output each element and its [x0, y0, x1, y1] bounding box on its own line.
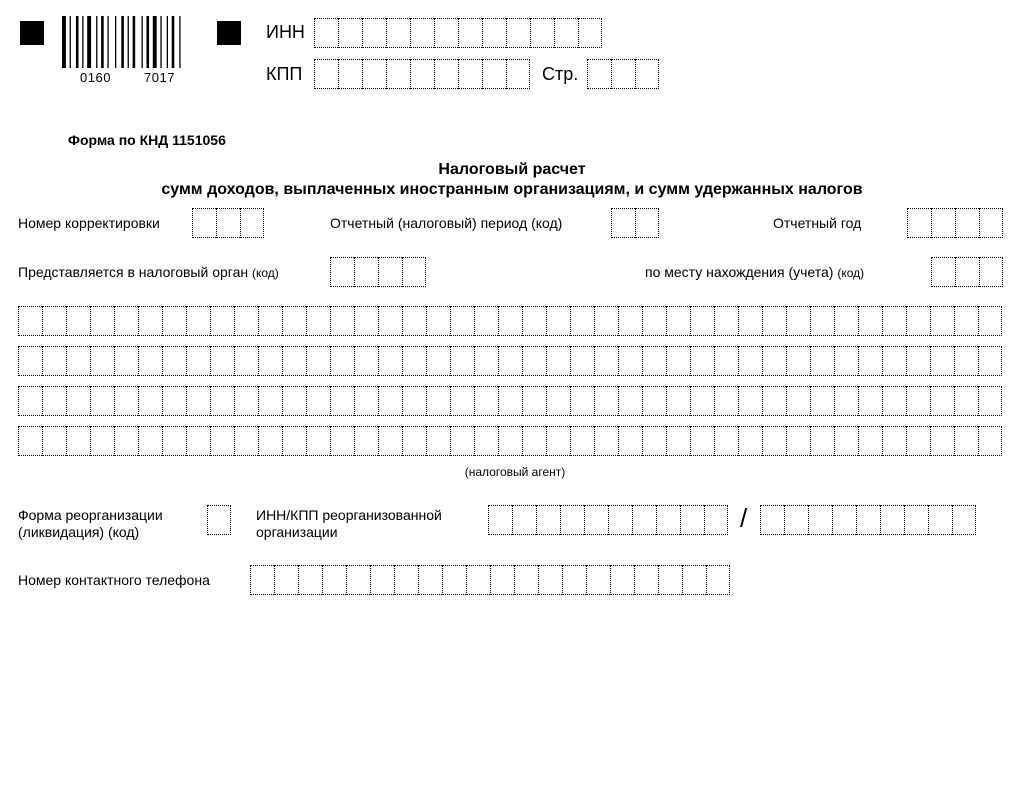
input-cell[interactable]	[882, 386, 906, 416]
input-cell[interactable]	[810, 306, 834, 336]
form-title-line1: Налоговый расчет	[438, 161, 586, 178]
input-cell[interactable]	[680, 505, 704, 535]
input-cell[interactable]	[450, 346, 474, 376]
input-cell[interactable]	[570, 426, 594, 456]
input-cell[interactable]	[714, 306, 738, 336]
input-cell[interactable]	[666, 306, 690, 336]
input-cell[interactable]	[530, 18, 554, 48]
input-cell[interactable]	[762, 386, 786, 416]
input-cell[interactable]	[386, 18, 410, 48]
input-cell[interactable]	[378, 386, 402, 416]
input-cell[interactable]	[306, 426, 330, 456]
input-cell[interactable]	[618, 426, 642, 456]
agent-name-row-1[interactable]	[18, 306, 1002, 336]
corner-marker-right	[217, 21, 241, 45]
input-cell[interactable]	[42, 306, 66, 336]
input-cell[interactable]	[474, 386, 498, 416]
input-cell[interactable]	[738, 346, 762, 376]
correction-label: Номер корректировки	[18, 215, 160, 231]
input-cell[interactable]	[546, 306, 570, 336]
input-cell[interactable]	[906, 306, 930, 336]
input-cell[interactable]	[330, 306, 354, 336]
input-cell[interactable]	[880, 505, 904, 535]
input-cell[interactable]	[928, 505, 952, 535]
input-cell[interactable]	[632, 505, 656, 535]
input-cell[interactable]	[114, 426, 138, 456]
period-cells[interactable]	[611, 208, 659, 238]
input-cell[interactable]	[834, 426, 858, 456]
barcode-number-left: 0160	[80, 70, 111, 85]
input-cell[interactable]	[979, 208, 1003, 238]
input-cell[interactable]	[442, 565, 466, 595]
input-cell[interactable]	[258, 386, 282, 416]
input-cell[interactable]	[786, 306, 810, 336]
input-cell[interactable]	[666, 426, 690, 456]
reorg-inn-cells[interactable]	[488, 505, 728, 535]
input-cell[interactable]	[546, 426, 570, 456]
location-label	[645, 264, 864, 282]
input-cell[interactable]	[18, 346, 42, 376]
input-cell[interactable]	[378, 257, 402, 287]
input-cell[interactable]	[482, 59, 506, 89]
input-cell[interactable]	[234, 306, 258, 336]
input-cell[interactable]	[314, 59, 338, 89]
input-cell[interactable]	[186, 306, 210, 336]
input-cell[interactable]	[258, 426, 282, 456]
input-cell[interactable]	[834, 306, 858, 336]
input-cell[interactable]	[450, 306, 474, 336]
input-cell[interactable]	[210, 386, 234, 416]
input-cell[interactable]	[330, 426, 354, 456]
input-cell[interactable]	[186, 346, 210, 376]
input-cell[interactable]	[314, 18, 338, 48]
inn-kpp-separator: /	[740, 503, 748, 533]
input-cell[interactable]	[498, 306, 522, 336]
input-cell[interactable]	[458, 18, 482, 48]
tax-authority-label	[18, 264, 279, 282]
input-cell[interactable]	[786, 346, 810, 376]
input-cell[interactable]	[762, 426, 786, 456]
input-cell[interactable]	[498, 426, 522, 456]
reorg-kpp-cells[interactable]	[760, 505, 976, 535]
input-cell[interactable]	[210, 346, 234, 376]
input-cell[interactable]	[808, 505, 832, 535]
input-cell[interactable]	[402, 426, 426, 456]
input-cell[interactable]	[458, 59, 482, 89]
input-cell[interactable]	[978, 346, 1002, 376]
input-cell[interactable]	[522, 386, 546, 416]
input-cell[interactable]	[834, 386, 858, 416]
inn-cells[interactable]	[314, 18, 602, 48]
phone-cells[interactable]	[250, 565, 730, 595]
input-cell[interactable]	[354, 346, 378, 376]
input-cell[interactable]	[282, 426, 306, 456]
input-cell[interactable]	[706, 565, 730, 595]
input-cell[interactable]	[635, 208, 659, 238]
input-cell[interactable]	[955, 208, 979, 238]
input-cell[interactable]	[858, 346, 882, 376]
correction-cells[interactable]	[192, 208, 264, 238]
input-cell[interactable]	[611, 208, 635, 238]
input-cell[interactable]	[587, 59, 611, 89]
input-cell[interactable]	[594, 306, 618, 336]
input-cell[interactable]	[690, 426, 714, 456]
phone-label: Номер контактного телефона	[18, 572, 210, 588]
input-cell[interactable]	[498, 346, 522, 376]
input-cell[interactable]	[450, 426, 474, 456]
input-cell[interactable]	[562, 565, 586, 595]
input-cell[interactable]	[570, 386, 594, 416]
input-cell[interactable]	[378, 426, 402, 456]
input-cell[interactable]	[832, 505, 856, 535]
agent-name-row-2[interactable]	[18, 346, 1002, 376]
input-cell[interactable]	[354, 426, 378, 456]
page-label: Стр.	[542, 64, 579, 84]
input-cell[interactable]	[490, 565, 514, 595]
input-cell[interactable]	[138, 346, 162, 376]
barcode	[62, 16, 196, 74]
input-cell[interactable]	[930, 386, 954, 416]
input-cell[interactable]	[714, 346, 738, 376]
input-cell[interactable]	[240, 208, 264, 238]
input-cell[interactable]	[904, 505, 928, 535]
input-cell[interactable]	[522, 306, 546, 336]
input-cell[interactable]	[66, 346, 90, 376]
input-cell[interactable]	[560, 505, 584, 535]
input-cell[interactable]	[138, 306, 162, 336]
input-cell[interactable]	[162, 346, 186, 376]
input-cell[interactable]	[882, 346, 906, 376]
kpp-label: КПП	[266, 64, 303, 84]
location-label-text: по месту нахождения (учета)	[645, 264, 834, 280]
input-cell[interactable]	[954, 306, 978, 336]
input-cell[interactable]	[426, 306, 450, 336]
input-cell[interactable]	[586, 565, 610, 595]
input-cell[interactable]	[274, 565, 298, 595]
input-cell[interactable]	[882, 426, 906, 456]
reorg-inn-label	[256, 507, 442, 541]
reorg-inn-label-line2: организации	[256, 524, 338, 540]
input-cell[interactable]	[858, 426, 882, 456]
input-cell[interactable]	[207, 505, 231, 535]
input-cell[interactable]	[594, 426, 618, 456]
input-cell[interactable]	[498, 386, 522, 416]
year-label: Отчетный год	[773, 215, 862, 231]
input-cell[interactable]	[554, 18, 578, 48]
input-cell[interactable]	[362, 18, 386, 48]
input-cell[interactable]	[546, 386, 570, 416]
input-cell[interactable]	[322, 565, 346, 595]
input-cell[interactable]	[370, 565, 394, 595]
input-cell[interactable]	[426, 426, 450, 456]
location-code-hint: (код)	[837, 266, 865, 280]
input-cell[interactable]	[90, 306, 114, 336]
input-cell[interactable]	[512, 505, 536, 535]
input-cell[interactable]	[42, 426, 66, 456]
input-cell[interactable]	[410, 18, 434, 48]
input-cell[interactable]	[714, 386, 738, 416]
input-cell[interactable]	[66, 386, 90, 416]
input-cell[interactable]	[306, 346, 330, 376]
reorg-code-cells[interactable]	[207, 505, 231, 535]
input-cell[interactable]	[522, 346, 546, 376]
input-cell[interactable]	[354, 386, 378, 416]
input-cell[interactable]	[306, 386, 330, 416]
input-cell[interactable]	[538, 565, 562, 595]
input-cell[interactable]	[426, 386, 450, 416]
input-cell[interactable]	[138, 386, 162, 416]
input-cell[interactable]	[656, 505, 680, 535]
input-cell[interactable]	[258, 346, 282, 376]
input-cell[interactable]	[378, 306, 402, 336]
input-cell[interactable]	[618, 346, 642, 376]
input-cell[interactable]	[690, 346, 714, 376]
inn-label: ИНН	[266, 22, 305, 42]
input-cell[interactable]	[114, 386, 138, 416]
form-knd-code: Форма по КНД 1151056	[68, 132, 226, 148]
input-cell[interactable]	[666, 386, 690, 416]
year-cells[interactable]	[907, 208, 1003, 238]
input-cell[interactable]	[952, 505, 976, 535]
input-cell[interactable]	[298, 565, 322, 595]
input-cell[interactable]	[282, 306, 306, 336]
reorg-label-line1: Форма реорганизации	[18, 507, 163, 523]
input-cell[interactable]	[506, 59, 530, 89]
period-label: Отчетный (налоговый) период (код)	[330, 215, 563, 231]
input-cell[interactable]	[362, 59, 386, 89]
input-cell[interactable]	[66, 306, 90, 336]
tax-authority-label-text: Представляется в налоговый орган	[18, 264, 249, 280]
location-cells[interactable]	[931, 257, 1003, 287]
input-cell[interactable]	[18, 386, 42, 416]
input-cell[interactable]	[192, 208, 216, 238]
input-cell[interactable]	[418, 565, 442, 595]
input-cell[interactable]	[978, 386, 1002, 416]
input-cell[interactable]	[216, 208, 240, 238]
input-cell[interactable]	[474, 306, 498, 336]
input-cell[interactable]	[906, 386, 930, 416]
input-cell[interactable]	[786, 426, 810, 456]
input-cell[interactable]	[258, 306, 282, 336]
input-cell[interactable]	[378, 346, 402, 376]
input-cell[interactable]	[114, 346, 138, 376]
input-cell[interactable]	[162, 426, 186, 456]
input-cell[interactable]	[690, 306, 714, 336]
input-cell[interactable]	[642, 386, 666, 416]
agent-caption: (налоговый агент)	[464, 465, 566, 479]
input-cell[interactable]	[658, 565, 682, 595]
input-cell[interactable]	[714, 426, 738, 456]
kpp-cells[interactable]	[314, 59, 530, 89]
input-cell[interactable]	[762, 306, 786, 336]
input-cell[interactable]	[482, 18, 506, 48]
input-cell[interactable]	[282, 346, 306, 376]
input-cell[interactable]	[682, 565, 706, 595]
input-cell[interactable]	[618, 306, 642, 336]
input-cell[interactable]	[42, 386, 66, 416]
input-cell[interactable]	[931, 257, 955, 287]
input-cell[interactable]	[786, 386, 810, 416]
barcode-number-right: 7017	[144, 70, 175, 85]
input-cell[interactable]	[402, 257, 426, 287]
input-cell[interactable]	[138, 426, 162, 456]
input-cell[interactable]	[906, 346, 930, 376]
input-cell[interactable]	[611, 59, 635, 89]
input-cell[interactable]	[330, 346, 354, 376]
page-cells[interactable]	[587, 59, 659, 89]
input-cell[interactable]	[488, 505, 512, 535]
input-cell[interactable]	[570, 346, 594, 376]
input-cell[interactable]	[666, 346, 690, 376]
input-cell[interactable]	[234, 386, 258, 416]
input-cell[interactable]	[338, 18, 362, 48]
input-cell[interactable]	[18, 426, 42, 456]
input-cell[interactable]	[250, 565, 274, 595]
tax-authority-cells[interactable]	[330, 257, 426, 287]
input-cell[interactable]	[186, 426, 210, 456]
input-cell[interactable]	[978, 306, 1002, 336]
input-cell[interactable]	[610, 565, 634, 595]
input-cell[interactable]	[402, 306, 426, 336]
input-cell[interactable]	[354, 257, 378, 287]
input-cell[interactable]	[738, 426, 762, 456]
input-cell[interactable]	[426, 346, 450, 376]
input-cell[interactable]	[186, 386, 210, 416]
input-cell[interactable]	[810, 346, 834, 376]
tax-authority-code-hint: (код)	[251, 266, 279, 280]
input-cell[interactable]	[810, 386, 834, 416]
input-cell[interactable]	[618, 386, 642, 416]
input-cell[interactable]	[930, 306, 954, 336]
input-cell[interactable]	[954, 386, 978, 416]
reorg-inn-label-line1: ИНН/КПП реорганизованной	[256, 507, 442, 523]
input-cell[interactable]	[506, 18, 530, 48]
input-cell[interactable]	[634, 565, 658, 595]
input-cell[interactable]	[570, 306, 594, 336]
input-cell[interactable]	[882, 306, 906, 336]
input-cell[interactable]	[234, 426, 258, 456]
input-cell[interactable]	[394, 565, 418, 595]
input-cell[interactable]	[642, 306, 666, 336]
input-cell[interactable]	[522, 426, 546, 456]
input-cell[interactable]	[546, 346, 570, 376]
agent-name-row-3[interactable]	[18, 386, 1002, 416]
input-cell[interactable]	[18, 306, 42, 336]
input-cell[interactable]	[474, 346, 498, 376]
input-cell[interactable]	[578, 18, 602, 48]
input-cell[interactable]	[810, 426, 834, 456]
input-cell[interactable]	[762, 346, 786, 376]
input-cell[interactable]	[690, 386, 714, 416]
input-cell[interactable]	[210, 426, 234, 456]
input-cell[interactable]	[738, 306, 762, 336]
input-cell[interactable]	[450, 386, 474, 416]
input-cell[interactable]	[858, 306, 882, 336]
input-cell[interactable]	[978, 426, 1002, 456]
input-cell[interactable]	[906, 426, 930, 456]
input-cell[interactable]	[784, 505, 808, 535]
input-cell[interactable]	[594, 386, 618, 416]
input-cell[interactable]	[760, 505, 784, 535]
form-title-line2: сумм доходов, выплаченных иностранным организациям, и сумм удержанных налогов	[161, 181, 863, 198]
reorg-label-line2: (ликвидация) (код)	[18, 524, 140, 540]
input-cell[interactable]	[474, 426, 498, 456]
corner-marker-left	[20, 21, 44, 45]
input-cell[interactable]	[979, 257, 1003, 287]
input-cell[interactable]	[306, 306, 330, 336]
input-cell[interactable]	[42, 346, 66, 376]
input-cell[interactable]	[514, 565, 538, 595]
input-cell[interactable]	[642, 346, 666, 376]
input-cell[interactable]	[738, 386, 762, 416]
input-cell[interactable]	[907, 208, 931, 238]
input-cell[interactable]	[338, 59, 362, 89]
input-cell[interactable]	[354, 306, 378, 336]
input-cell[interactable]	[402, 346, 426, 376]
input-cell[interactable]	[330, 386, 354, 416]
input-cell[interactable]	[635, 59, 659, 89]
input-cell[interactable]	[162, 306, 186, 336]
input-cell[interactable]	[930, 426, 954, 456]
input-cell[interactable]	[704, 505, 728, 535]
agent-name-row-4[interactable]	[18, 426, 1002, 456]
input-cell[interactable]	[642, 426, 666, 456]
input-cell[interactable]	[856, 505, 880, 535]
input-cell[interactable]	[114, 306, 138, 336]
input-cell[interactable]	[434, 18, 458, 48]
input-cell[interactable]	[330, 257, 354, 287]
input-cell[interactable]	[466, 565, 490, 595]
reorg-label	[18, 507, 163, 541]
input-cell[interactable]	[66, 426, 90, 456]
input-cell[interactable]	[608, 505, 632, 535]
input-cell[interactable]	[90, 426, 114, 456]
input-cell[interactable]	[954, 426, 978, 456]
input-cell[interactable]	[282, 386, 306, 416]
input-cell[interactable]	[162, 386, 186, 416]
input-cell[interactable]	[410, 59, 434, 89]
input-cell[interactable]	[386, 59, 410, 89]
input-cell[interactable]	[930, 346, 954, 376]
input-cell[interactable]	[931, 208, 955, 238]
input-cell[interactable]	[955, 257, 979, 287]
input-cell[interactable]	[234, 346, 258, 376]
input-cell[interactable]	[90, 346, 114, 376]
input-cell[interactable]	[858, 386, 882, 416]
input-cell[interactable]	[346, 565, 370, 595]
input-cell[interactable]	[402, 386, 426, 416]
input-cell[interactable]	[584, 505, 608, 535]
input-cell[interactable]	[536, 505, 560, 535]
input-cell[interactable]	[434, 59, 458, 89]
input-cell[interactable]	[90, 386, 114, 416]
input-cell[interactable]	[954, 346, 978, 376]
input-cell[interactable]	[210, 306, 234, 336]
input-cell[interactable]	[834, 346, 858, 376]
input-cell[interactable]	[594, 346, 618, 376]
